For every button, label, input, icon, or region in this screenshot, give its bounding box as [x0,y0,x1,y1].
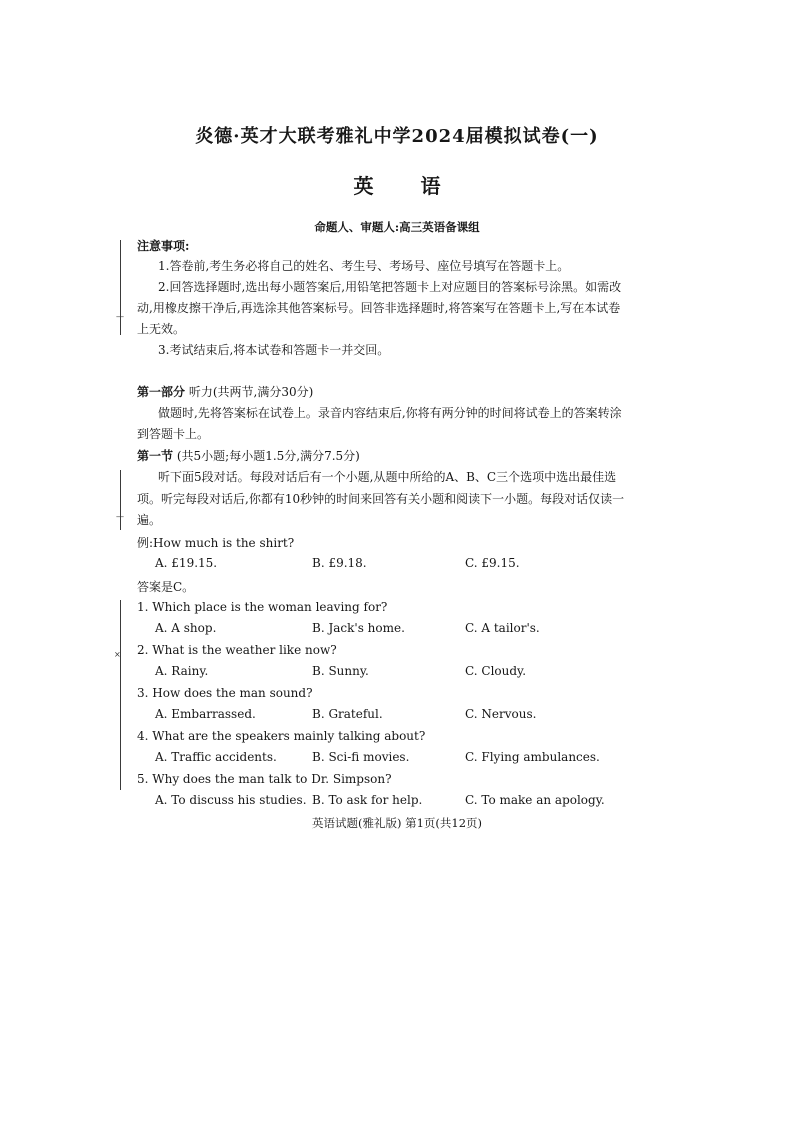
question-2: 2. What is the weather like now? [137,643,337,657]
question-2-option-b: B. Sunny. [312,664,369,678]
question-2-option-c: C. Cloudy. [465,664,527,678]
example-option-c: C. £9.15. [465,556,520,570]
question-1-option-b: B. Jack's home. [312,621,405,635]
binding-margin-mark: — [116,512,124,521]
notice-item-3: 3.考试结束后,将本试卷和答题卡一并交回。 [158,343,390,357]
part1-heading [137,383,313,400]
example-question: 例:How much is the shirt? [137,536,295,550]
notice-item-2-cont: 动,用橡皮擦干净后,再选涂其他答案标号。回答非选择题时,将答案写在答题卡上,写在本试卷 [137,301,621,315]
question-4-option-b: B. Sci-fi movies. [312,750,410,764]
binding-margin-line [120,470,121,530]
page-footer: 英语试题(雅礼版) 第1页(共12页) [311,816,483,830]
question-5-option-a: A. To discuss his studies. [155,793,307,807]
exam-title: 炎德·英才大联考雅礼中学2024届模拟试卷(一) [195,126,599,147]
notice-heading: 注意事项: [137,239,190,253]
example-answer: 答案是C。 [137,580,195,594]
notice-item-2-cont: 上无效。 [137,322,186,336]
question-5-option-c: C. To make an apology. [465,793,605,807]
section1-heading-label: 第一节 [137,449,174,463]
question-1-option-a: A. A shop. [155,621,217,635]
question-5-option-b: B. To ask for help. [312,793,423,807]
section1-instructions-cont: 遍。 [137,513,162,527]
part1-heading-label: 第一部分 [137,385,186,399]
example-option-a: A. £19.15. [155,556,218,570]
authors-line: 命题人、审题人:高三英语备课组 [314,220,480,234]
question-3-option-c: C. Nervous. [465,707,537,721]
question-2-option-a: A. Rainy. [155,664,209,678]
question-1: 1. Which place is the woman leaving for? [137,600,388,614]
notice-item-1: 1.答卷前,考生务必将自己的姓名、考生号、考场号、座位号填写在答题卡上。 [158,259,570,273]
binding-margin-line [120,600,121,790]
question-3: 3. How does the man sound? [137,686,313,700]
question-4: 4. What are the speakers mainly talking about? [137,729,426,743]
example-option-b: B. £9.18. [312,556,367,570]
section1-instructions: 听下面5段对话。每段对话后有一个小题,从题中所给的A、B、C三个选项中选出最佳选 [158,470,617,484]
part1-intro-cont: 到答题卡上。 [137,427,210,441]
question-3-option-a: A. Embarrassed. [155,707,256,721]
section1-instructions-cont: 项。听完每段对话后,你都有10秒钟的时间来回答有关小题和阅读下一小题。每段对话仅读一 [137,492,625,506]
question-3-option-b: B. Grateful. [312,707,383,721]
question-5: 5. Why does the man talk to Dr. Simpson? [137,772,392,786]
subject-title: 英 语 [353,174,461,198]
section1-heading [137,447,360,464]
question-4-option-a: A. Traffic accidents. [155,750,277,764]
question-4-option-c: C. Flying ambulances. [465,750,600,764]
part1-intro: 做题时,先将答案标在试卷上。录音内容结束后,你将有两分钟的时间将试卷上的答案转涂 [158,406,622,420]
section1-heading-detail: (共5小题;每小题1.5分,满分7.5分) [173,449,360,463]
question-1-option-c: C. A tailor's. [465,621,540,635]
binding-margin-mark: — [116,312,124,321]
notice-item-2: 2.回答选择题时,选出每小题答案后,用铅笔把答题卡上对应题目的答案标号涂黑。如需改 [158,280,622,294]
part1-heading-detail: 听力(共两节,满分30分) [185,385,314,399]
binding-margin-mark: × [114,650,121,659]
